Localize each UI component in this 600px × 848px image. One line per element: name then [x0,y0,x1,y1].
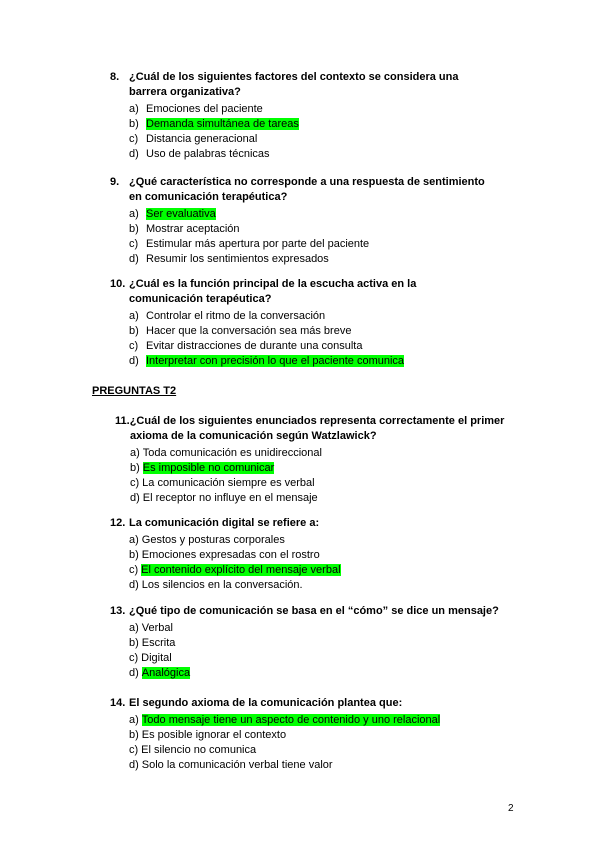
stem-line-2: axioma de la comunicación según Watzlawick? [130,430,377,442]
option-b: b) Es posible ignorar el contexto [129,729,287,741]
question-9 [110,175,485,267]
option-a: a) Todo mensaje tiene un aspecto de contenido y uno relacional [129,714,441,726]
correct-answer-highlight: Analógica [141,667,191,679]
stem-line-2: en comunicación terapéutica? [129,191,288,203]
option-d: d) Uso de palabras técnicas [129,148,270,160]
question-number: 12. [110,517,126,529]
correct-answer-highlight: Interpretar con precisión lo que el paciente comunica [146,355,405,367]
stem-line-1: ¿Qué característica no corresponde a una respuesta de sentimiento [129,176,485,188]
question-stem [110,70,458,100]
option-d: d) Analógica [129,667,191,679]
question-stem [110,277,416,307]
correct-answer-highlight: Demanda simultánea de tareas [146,118,299,130]
section-heading-t2: PREGUNTAS T2 [92,385,177,397]
question-stem [115,414,504,444]
option-b: b) Demanda simultánea de tareas [129,118,299,130]
stem-line-1: El segundo axioma de la comunicación plantea que: [129,697,403,709]
option-c: c) El silencio no comunica [129,744,257,756]
question-number: 13. [110,605,126,617]
question-12 [110,516,341,593]
question-stem [110,696,440,711]
option-d: d) Solo la comunicación verbal tiene valor [129,759,333,771]
question-number: 14. [110,697,126,709]
option-a: a) Ser evaluativa [129,208,216,220]
option-c: c) Distancia generacional [129,133,258,145]
option-d: d) El receptor no influye en el mensaje [130,492,318,504]
option-b: b) Es imposible no comunicar [130,462,275,474]
option-d: d) Resumir los sentimientos expresados [129,253,329,265]
question-8 [110,70,458,162]
option-a: a) Toda comunicación es unidireccional [130,447,322,459]
option-c: c) El contenido explícito del mensaje verbal [129,564,341,576]
correct-answer-highlight: Ser evaluativa [146,208,216,220]
option-b: b) Escrita [129,637,176,649]
option-d: d) Interpretar con precisión lo que el paciente comunica [129,355,405,367]
stem-line-2: barrera organizativa? [129,86,241,98]
stem-line-2: comunicación terapéutica? [129,293,272,305]
option-a: a) Gestos y posturas corporales [129,534,285,546]
option-c: c) Evitar distracciones de durante una consulta [129,340,363,352]
option-c: c) La comunicación siempre es verbal [130,477,315,489]
question-13 [110,604,499,681]
option-a: a) Controlar el ritmo de la conversación [129,310,326,322]
correct-answer-highlight: Todo mensaje tiene un aspecto de contenido y uno relacional [141,714,441,726]
question-14 [110,696,440,773]
stem-line-1: ¿Cuál de los siguientes factores del contexto se considera una [129,71,459,83]
question-number: 8. [110,71,120,83]
page-number: 2 [508,803,514,814]
correct-answer-highlight: Es imposible no comunicar [142,462,275,474]
question-number: 11. [115,415,130,427]
stem-line-1: La comunicación digital se refiere a: [129,517,320,529]
question-10 [110,277,416,369]
option-b: b) Emociones expresadas con el rostro [129,549,320,561]
question-11 [115,414,504,506]
option-b: b) Mostrar aceptación [129,223,240,235]
question-stem [110,175,485,205]
question-stem [110,604,499,619]
stem-line-1: ¿Cuál es la función principal de la escucha activa en la [129,278,417,290]
question-stem [110,516,341,531]
option-a: a) Verbal [129,622,173,634]
option-a: a) Emociones del paciente [129,103,263,115]
stem-line-1: ¿Qué tipo de comunicación se basa en el “cómo” se dice un mensaje? [129,605,499,617]
question-number: 9. [110,176,120,188]
option-c: c) Digital [129,652,172,664]
question-number: 10. [110,278,126,290]
option-b: b) Hacer que la conversación sea más breve [129,325,352,337]
correct-answer-highlight: El contenido explícito del mensaje verbal [141,564,341,576]
option-c: c) Estimular más apertura por parte del paciente [129,238,370,250]
stem-line-1: ¿Cuál de los siguientes enunciados representa correctamente el primer [129,415,505,427]
option-d: d) Los silencios en la conversación. [129,579,303,591]
